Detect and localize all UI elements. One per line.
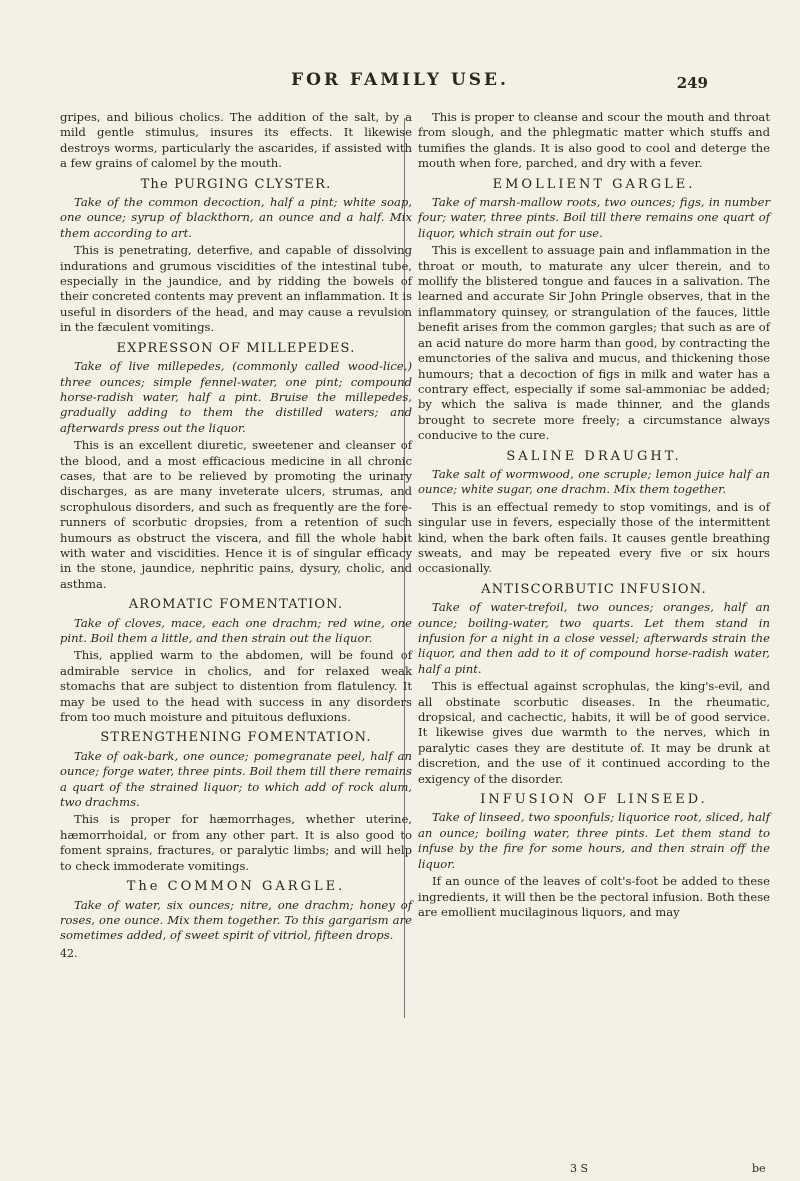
section-heading: AROMATIC FOMENTATION.	[128, 597, 344, 613]
signature-mark: 42.	[60, 946, 78, 960]
recipe: Take of live millepedes, (commonly called wood-lice,) three ounces; simple fennel-water, one pint; compound horse-radish water, half a pint. Bruise the millepedes, gradually adding to them the distilled waters; and afterwards press out the liquor.	[60, 359, 412, 435]
recipe: Take of oak-bark, one ounce; pomegranate peel, half an ounce; forge water, three pints. Boil them till there remains a quart of the strained liquor; to which add of rock alum, two drachms.	[60, 748, 412, 810]
recipe: Take of water-trefoil, two ounces; oranges, half an ounce; boiling-water, two quarts. Let them stand in infusion for a night in a close vessel; afterwards strain the liquor, and then add to it of compound horse-radish water, half a pint.	[418, 600, 770, 676]
paragraph: This is proper for hæmorrhages, whether uterine, hæmorrhoidal, or from any other part. It is also good to foment sprains, fractures, or paralytic limbs; and will help to check immoderate vomitings.	[60, 812, 412, 873]
running-header	[0, 70, 800, 100]
paragraph: This is penetrating, deterfive, and capable of dissolving indurations and grumous viscidities of the intestinal tube, especially in the jaundice, and by ridding the bowels of their concreted contents may prevent an inflammation. It is useful in disorders of the head, and may cause a revulsion in the fæculent vomitings.	[60, 243, 412, 335]
right-column	[418, 110, 770, 922]
section-heading: The COMMON GARGLE.	[126, 879, 346, 895]
paragraph: This is excellent to assuage pain and inflammation in the throat or mouth, to maturate any ulcer therein, and to mollify the blistered tongue and fauces in a salivation. The learned and accurate Sir John Pringle observes, that in the inflammatory quinsey, or strangulation of the fauces, little benefit arises from the common gargles; that such as are of an acid nature do more harm than good, by contracting the emunctories of the saliva and mucus, and thickening those humours; that a decoction of figs in milk and water has a contrary effect, especially if some sal-ammoniac be added; by which the saliva is made thinner, and the glands brought to secrete more freely; a circumstance always conducive to the cure.	[418, 243, 770, 443]
paragraph: This is proper to cleanse and scour the mouth and throat from slough, and the phlegmatic matter which stuffs and tumifies the glands. It is also good to cool and deterge the mouth when fore, parched, and dry with a fever.	[418, 110, 770, 171]
paragraph: This is effectual against scrophulas, the king's-evil, and all obstinate scorbutic diseases. In the rheumatic, dropsical, and cachectic, habits, it will be of good service. It likewise gives due warmth to the nerves, which in paralytic cases they are destitute of. It may be drunk at discretion, and the use of it continued according to the exigency of the disorder.	[418, 679, 770, 786]
recipe: Take of marsh-mallow roots, two ounces; figs, in number four; water, three pints. Boil till there remains one quart of liquor, which strain out for use.	[418, 195, 770, 240]
recipe: Take of linseed, two spoonfuls; liquorice root, sliced, half an ounce; boiling water, three pints. Let them stand to infuse by the fire for some hours, and then strain off the liquor.	[418, 810, 770, 871]
section-heading: The PURGING CLYSTER.	[140, 176, 332, 192]
section-heading: SALINE DRAUGHT.	[506, 448, 682, 464]
paragraph: This, applied warm to the abdomen, will be found of admirable service in cholics, and for relaxed weak stomachs that are subject to distention from flatulency. It may be used to the head with success in any disorders from too much moisture and pituitous defluxions.	[60, 648, 412, 725]
paragraph: If an ounce of the leaves of colt's-foot be added to these ingredients, it will then be the pectoral infusion. Both these are emollient mucilaginous liquors, and may	[418, 874, 770, 919]
paragraph: This is an excellent diuretic, sweetener and cleanser of the blood, and a most efficacious medicine in all chronic cases, that are to be relieved by promoting the urinary discharges, as are many inveterate ulcers, strumas, and scrophulous disorders, and such as frequently are the fore-runners of scorbutic dropsies, from a retention of such humours as obstruct the viscera, and fill the whole habit with water and viscidities. Hence it is of singular efficacy in the stone, jaundice, nephritic pains, dysury, cholic, and asthma.	[60, 438, 412, 591]
paragraph: This is an effectual remedy to stop vomitings, and is of singular use in fevers, especially those of the intermittent kind, when the bark often fails. It causes gentle breathing sweats, and may be repeated every five or six hours occasionally.	[418, 499, 770, 576]
recipe: Take salt of wormwood, one scruple; lemon juice half an ounce; white sugar, one drachm. Mix them together.	[418, 466, 770, 497]
section-heading: STRENGTHENING FOMENTATION.	[100, 730, 372, 746]
recipe: Take of the common decoction, half a pint; white soap, one ounce; syrup of blackthorn, an ounce and a half. Mix them according to art.	[60, 195, 412, 240]
section-heading: EMOLLIENT GARGLE.	[492, 176, 696, 192]
catchword: be	[752, 1162, 766, 1175]
page-number: 249	[676, 74, 708, 92]
section-heading: INFUSION OF LINSEED.	[480, 792, 708, 808]
left-column	[60, 110, 412, 961]
section-heading: ANTISCORBUTIC INFUSION.	[481, 581, 707, 597]
recipe: Take of water, six ounces; nitre, one drachm; honey of roses, one ounce. Mix them together. To this gargarism are sometimes added, of sweet spirit of vitriol, fifteen drops.	[60, 897, 412, 943]
running-head: FOR FAMILY USE.	[291, 70, 509, 90]
section-heading: EXPRESSON OF MILLEPEDES.	[116, 340, 356, 356]
signature-mark: 3 S	[570, 1162, 589, 1175]
recipe: Take of cloves, mace, each one drachm; red wine, one pint. Boil them a little, and then strain out the liquor.	[60, 615, 412, 645]
paragraph: gripes, and bilious cholics. The addition of the salt, by a mild gentle stimulus, insures its effects. It likewise destroys worms, particularly the ascarides, if assisted with a few grains of calomel by the mouth.	[60, 110, 412, 171]
